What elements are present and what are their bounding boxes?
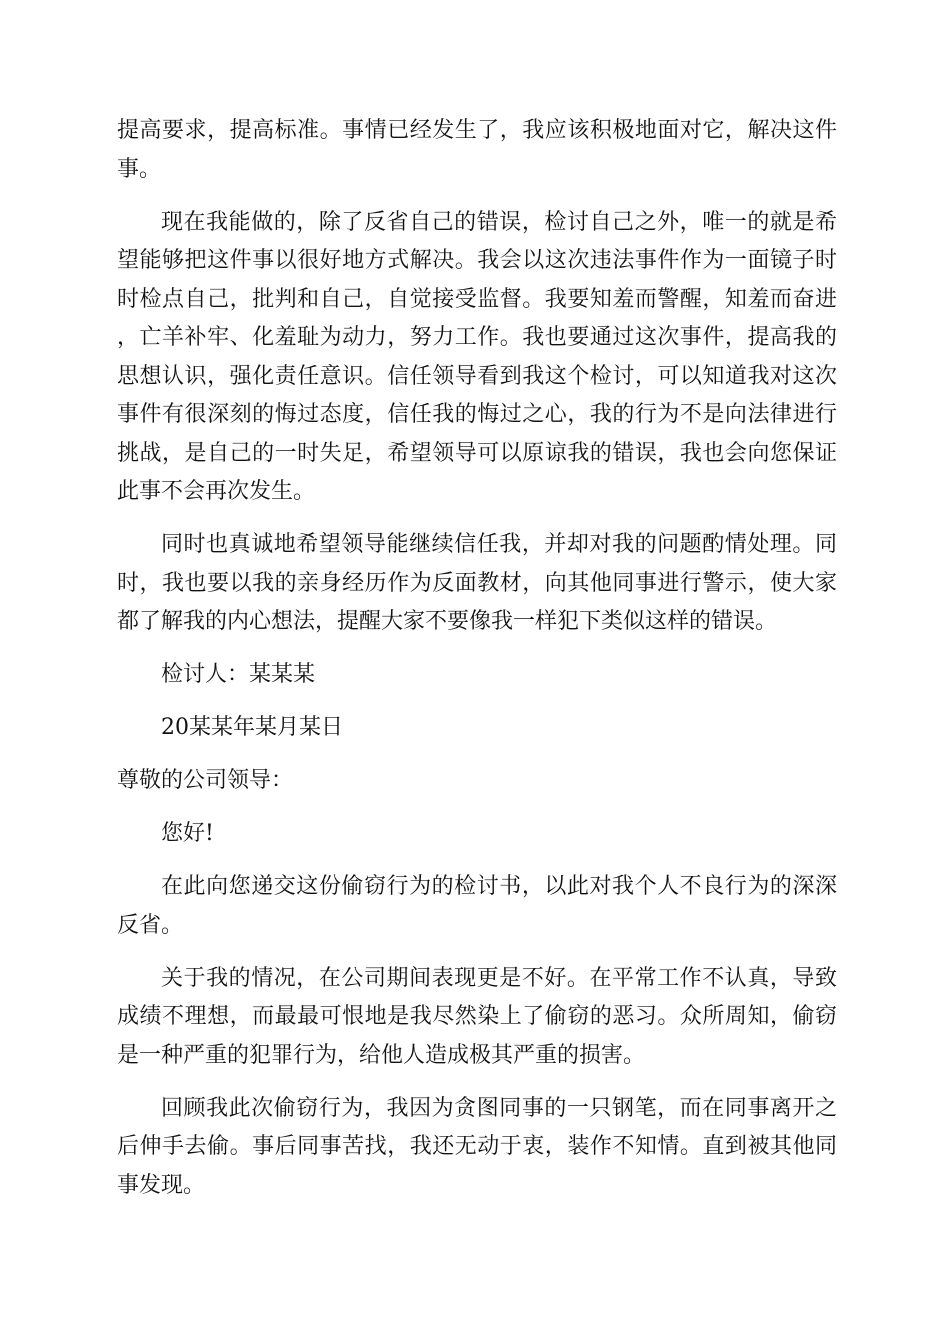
paragraph-intro: 在此向您递交这份偷窃行为的检讨书，以此对我个人不良行为的深深反省。 [117, 874, 837, 938]
date-line: 20某某年某月某日 [161, 715, 343, 740]
paragraph-request-trust: 同时也真诚地希望领导能继续信任我，并却对我的问题酌情处理。同时，我也要以我的亲身经历作为反面教材，向其他同事进行警示，使大家都了解我的内心想法，提醒大家不要像我一样犯下类似这样的错误。 [117, 532, 837, 634]
salutation: 尊敬的公司领导： [117, 768, 294, 793]
signature-line: 检讨人：某某某 [161, 662, 316, 687]
paragraph-remedy: 现在我能做的，除了反省自己的错误，检讨自己之外，唯一的就是希望能够把这件事以很好地方式解决。我会以这次违法事件作为一面镜子时时检点自己，批判和自己，自觉接受监督。我要知羞而警醒，知羞而奋进，亡羊补牢、化羞耻为动力，努力工作。我也要通过这次事件，提高我的思想认识，强化责任意识。信任领导看到我这个检讨，可以知道我对这次事件有很深刻的悔过态度，信任我的悔过之心，我的行为不是向法律进行挑战，是自己的一时失足，希望领导可以原谅我的错误，我也会向您保证此事不会再次发生。 [117, 209, 837, 504]
paragraph-review: 回顾我此次偷窃行为，我因为贪图同事的一只钢笔，而在同事离开之后伸手去偷。事后同事苦找，我还无动于衷，装作不知情。直到被其他同事发现。 [117, 1095, 837, 1198]
paragraph-closing-previous: 提高要求，提高标准。事情已经发生了，我应该积极地面对它，解决这件事。 [117, 118, 837, 182]
paragraph-situation: 关于我的情况，在公司期间表现更是不好。在平常工作不认真，导致成绩不理想，而最最可恨地是我尽然染上了偷窃的恶习。众所周知，偷窃是一种严重的犯罪行为，给他人造成极其严重的损害。 [117, 965, 837, 1068]
greeting: 您好! [161, 821, 214, 846]
document-body [117, 112, 837, 1220]
